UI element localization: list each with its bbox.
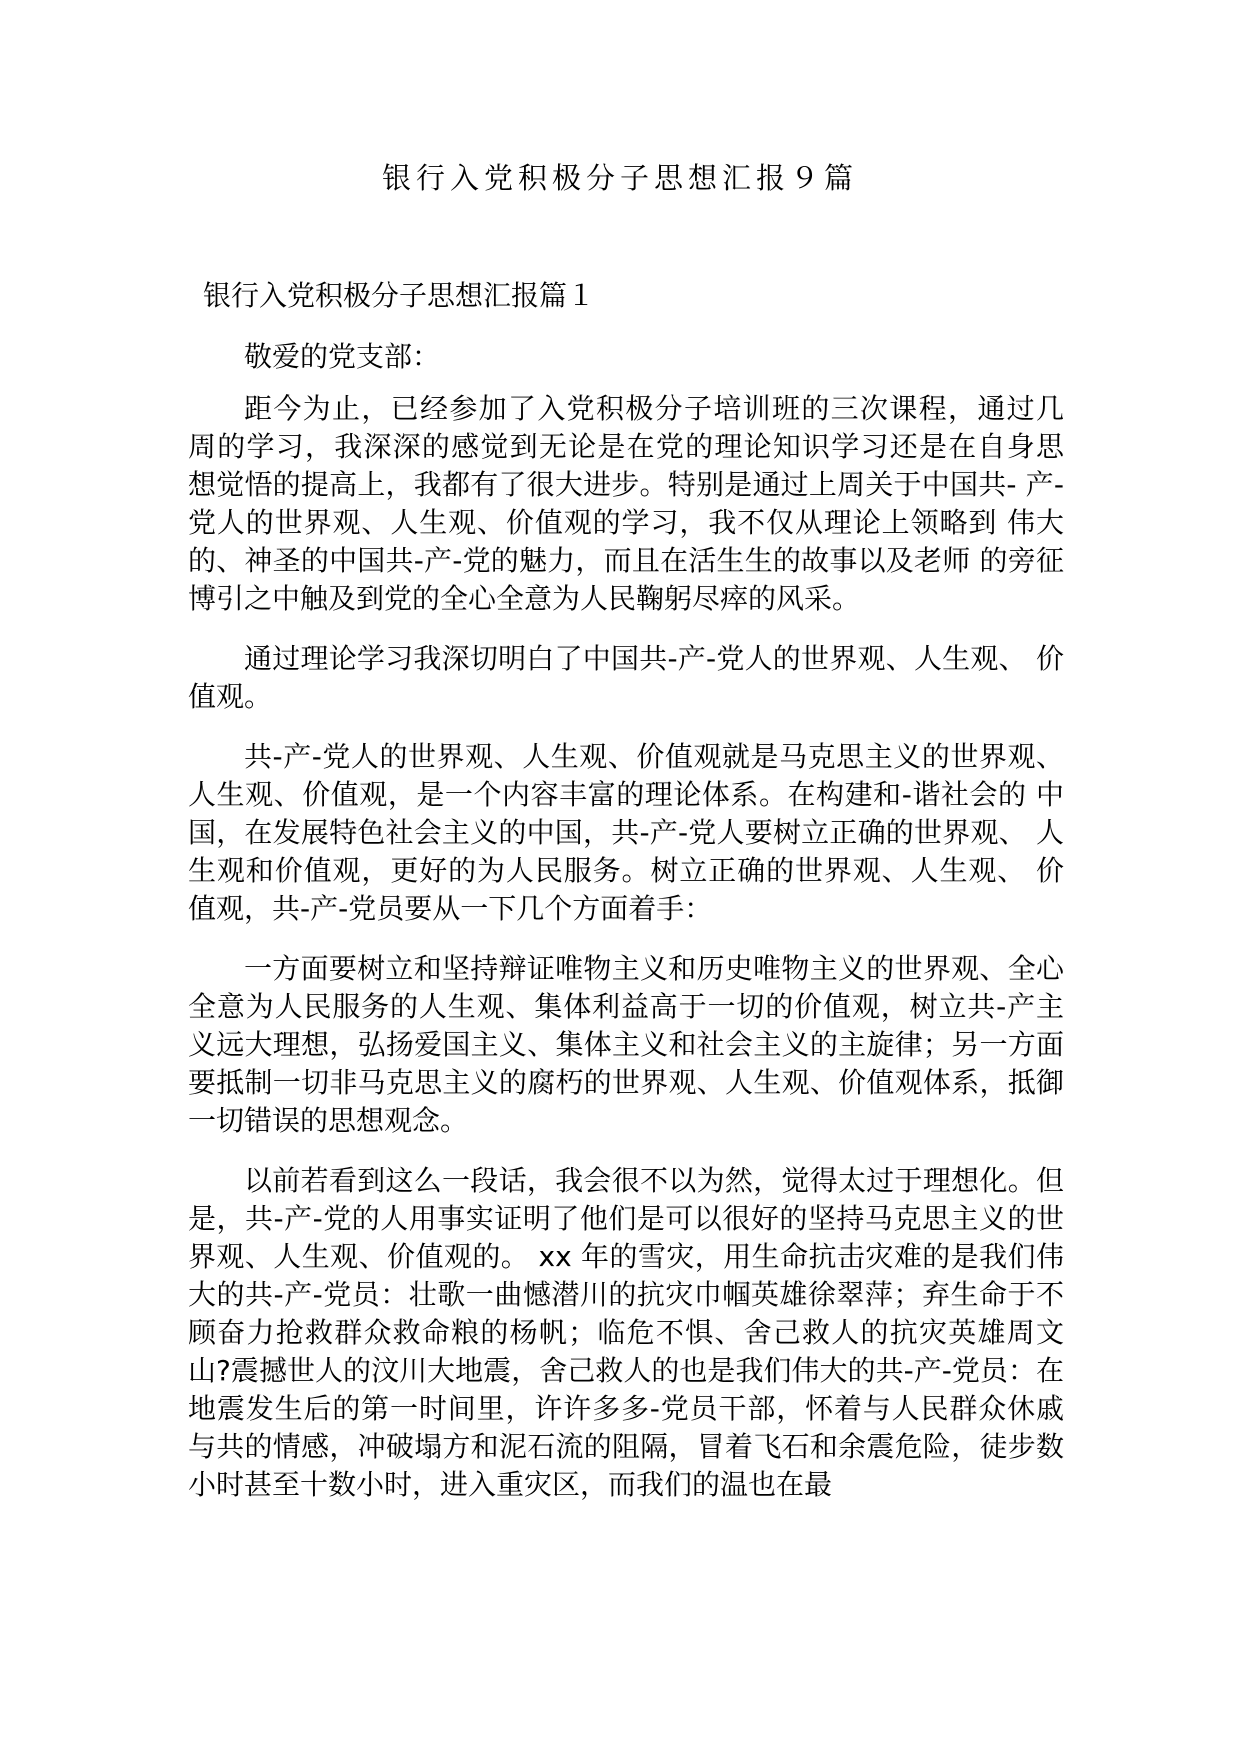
paragraph-3: 共-产-党人的世界观、人生观、价值观就是马克思主义的世界观、 人生观、价值观，是一个内容丰富的理论体系。在构建和-谐社会的 中国，在发展特色社会主义的中国，共-产-党人要树立正确的世界观、 人生观和价值观，更好的为人民服务。树立正确的世界观、人生观、 价值观，共-产-党员要从一下几个方面着手： bbox=[188, 740, 1064, 925]
section-heading: 银行入党积极分子思想汇报篇１ bbox=[203, 279, 596, 312]
document-body bbox=[188, 338, 1064, 1526]
document-title: 银行入党积极分子思想汇报９篇 bbox=[381, 161, 858, 195]
paragraph-2: 通过理论学习我深切明白了中国共-产-党人的世界观、人生观、 价值观。 bbox=[188, 642, 1064, 713]
paragraph-5: 以前若看到这么一段话，我会很不以为然，觉得太过于理想化。但是，共-产-党的人用事实证明了他们是可以很好的坚持马克思主义的世界观、人生观、价值观的。 xx 年的雪灾，用生命抗击灾难的是我们伟大的共-产-党员：壮歌一曲憾潜川的抗灾巾帼英雄徐翠萍；弃生命于不顾奋力抢救群众救命粮的杨帆；临危不惧、舍己救人的抗灾英雄周文山?震撼世人的汶川大地震，舍己救人的也是我们伟大的共-产-党员：在地震发生后的第一时间里，许许多多-党员干部，怀着与人民群众休戚与共的情感，冲破塌方和泥石流的阻隔，冒着飞石和余震危险，徒步数小时甚至十数小时，进入重灾区，而我们的温也在最 bbox=[188, 1164, 1064, 1501]
salutation: 敬爱的党支部： bbox=[244, 340, 441, 373]
paragraph-4: 一方面要树立和坚持辩证唯物主义和历史唯物主义的世界观、全心全意为人民服务的人生观、集体利益高于一切的价值观，树立共-产主义远大理想，弘扬爱国主义、集体主义和社会主义的主旋律；另一方面要抵制一切非马克思主义的腐朽的世界观、人生观、价值观体系，抵御一切错误的思想观念。 bbox=[188, 952, 1064, 1137]
paragraph-1: 距今为止，已经参加了入党积极分子培训班的三次课程，通过几 周的学习，我深深的感觉到无论是在党的理论知识学习还是在自身思 想觉悟的提高上，我都有了很大进步。特别是通过上周关于中国共- 产-党人的世界观、人生观、价值观的学习，我不仅从理论上领略到 伟大的、神圣的中国共-产-党的魅力，而且在活生生的故事以及老师 的旁征博引之中触及到党的全心全意为人民鞠躬尽瘁的风采。 bbox=[188, 392, 1064, 615]
